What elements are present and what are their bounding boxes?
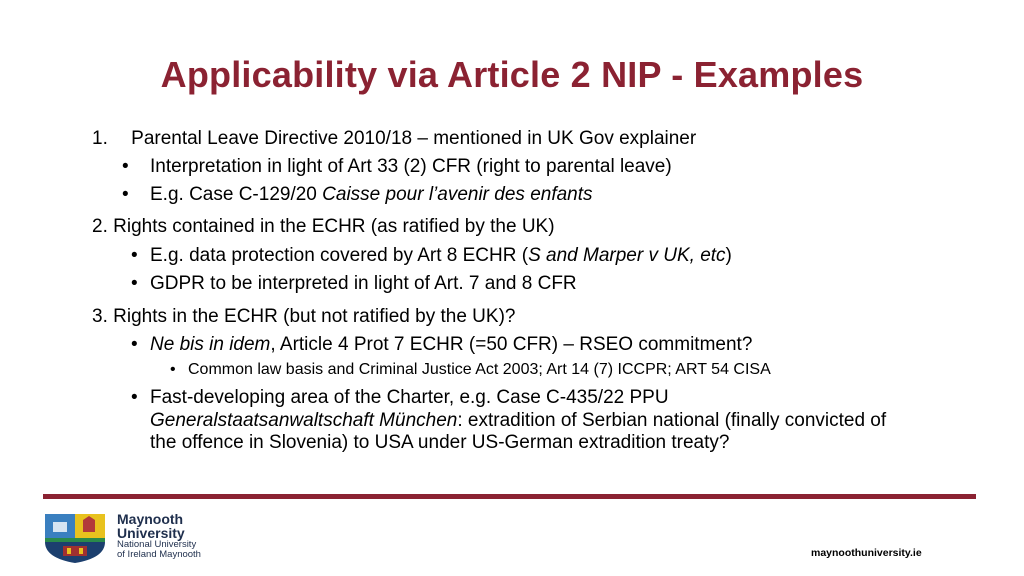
list-number: 1. [92, 128, 108, 149]
footer-divider [43, 494, 976, 499]
sub-sub-item: Common law basis and Criminal Justice Act 2003; Art 14 (7) ICCPR; ART 54 CISA [188, 361, 771, 378]
list-item-3: 3. Rights in the ECHR (but not ratified by the UK)? [92, 306, 516, 327]
case-name: Generalstaatsanwaltschaft München [150, 409, 458, 431]
bullet-icon: • [122, 184, 129, 205]
sub-item-text: : extradition of Serbian national (finally convicted of the offence in Slovenia) to USA under US-German extradition treaty? [150, 409, 887, 453]
sub-item [150, 334, 752, 356]
sub-item-text: Fast-developing area of the Charter, e.g. Case C-435/22 PPU [150, 387, 669, 408]
sub-item-text: , Article 4 Prot 7 ECHR (=50 CFR) – RSEO commitment? [270, 334, 753, 355]
logo-line: of Ireland Maynooth [117, 549, 201, 560]
sub-item [150, 184, 593, 206]
sub-item-text: E.g. data protection covered by Art 8 ECHR ( [150, 245, 529, 266]
list-item-1 [92, 128, 696, 150]
sub-item: Interpretation in light of Art 33 (2) CFR (right to parental leave) [150, 156, 672, 177]
slide-title: Applicability via Article 2 NIP - Examples [160, 54, 864, 95]
bullet-icon: • [131, 334, 138, 355]
sub-item: GDPR to be interpreted in light of Art. 7 and 8 CFR [150, 273, 577, 294]
university-crest-icon [43, 512, 107, 569]
bullet-icon: • [122, 156, 129, 177]
website-link[interactable]: maynoothuniversity.ie [811, 547, 922, 559]
logo-line: Maynooth [117, 511, 184, 527]
bullet-icon: • [131, 273, 138, 294]
bullet-icon: • [131, 387, 138, 408]
principle-name: Ne bis in idem [150, 334, 271, 355]
bullet-icon: • [131, 245, 138, 266]
list-item-2: 2. Rights contained in the ECHR (as ratified by the UK) [92, 216, 555, 237]
sub-item [150, 387, 890, 455]
logo-line: University [117, 525, 185, 541]
sub-item-text: E.g. Case C-129/20 [150, 184, 323, 205]
sub-item-text: ) [725, 245, 732, 266]
list-item-text: Parental Leave Directive 2010/18 – mentioned in UK Gov explainer [131, 128, 697, 149]
university-logo-text [117, 512, 201, 560]
bullet-icon: • [170, 361, 176, 378]
sub-item [150, 245, 732, 267]
logo-line: National University [117, 539, 197, 550]
case-name: S and Marper v UK, etc [528, 245, 726, 266]
case-name: Caisse pour l’avenir des enfants [322, 184, 593, 205]
